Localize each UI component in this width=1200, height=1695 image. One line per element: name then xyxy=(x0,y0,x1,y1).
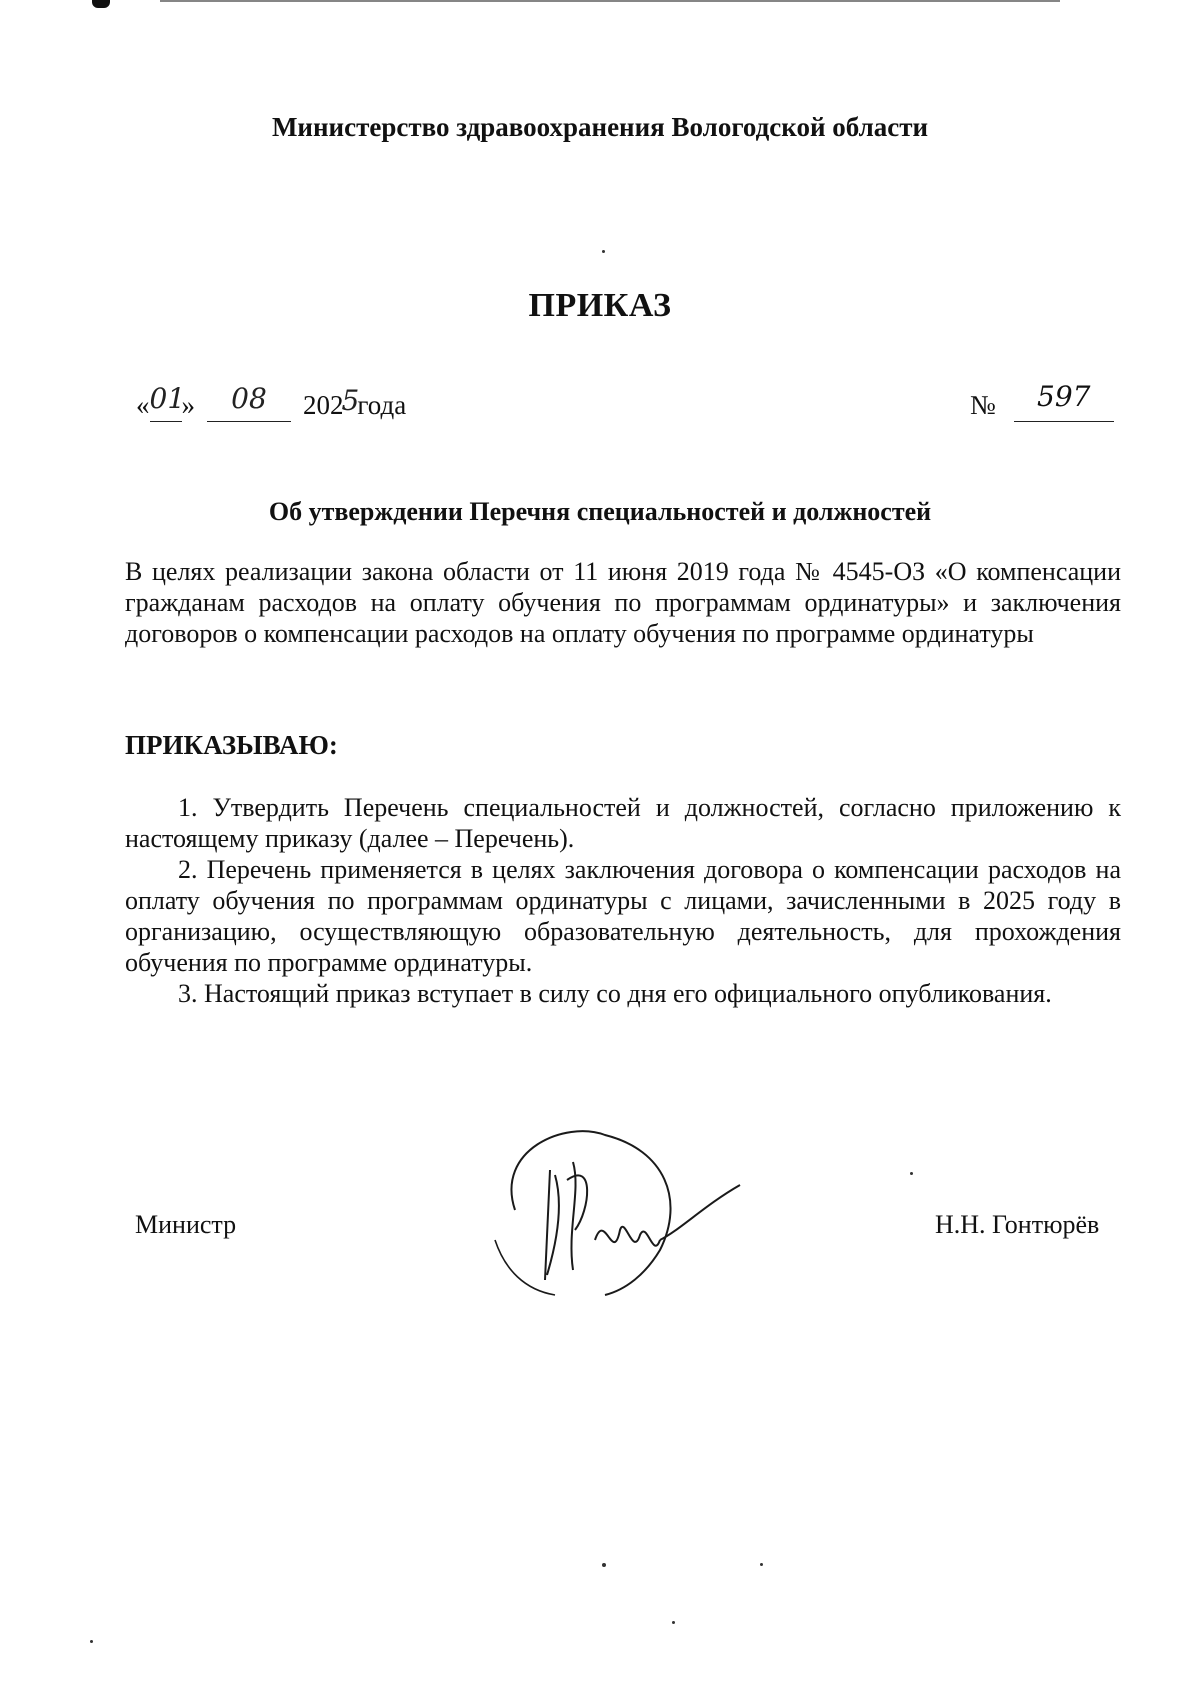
scan-corner-mark xyxy=(92,0,110,8)
number-handwritten: 597 xyxy=(1037,380,1091,413)
signatory-name: Н.Н. Гонтюрёв xyxy=(935,1210,1100,1239)
date-day-slot xyxy=(149,382,186,422)
order-item: 2. Перечень применяется в целях заключения договора о компенсации расходов на оплату обучения по программам ординатуры с лицами, зачисленными в 2025 году в организацию, осуществляющую образовательную деятельность, для прохождения обучения по программе ординатуры. xyxy=(125,855,1121,977)
date-year-suffix: года xyxy=(357,390,407,420)
scan-speck xyxy=(672,1621,675,1624)
date-close-quote: » xyxy=(181,390,195,420)
date-month-handwritten: 08 xyxy=(231,382,267,415)
scan-speck xyxy=(760,1563,763,1566)
scan-top-edge xyxy=(160,0,1060,2)
number-slot xyxy=(1014,380,1114,422)
preamble-paragraph: В целях реализации закона области от 11 июня 2019 года № 4545-ОЗ «О компенсации гражданам расходов на оплату обучения по программам ординатуры» и заключения договоров о компенсации расходов на оплату обучения по программе ординатуры xyxy=(125,557,1121,648)
signatory-title: Министр xyxy=(135,1210,237,1239)
order-item: 3. Настоящий приказ вступает в силу со дня его официального опубликования. xyxy=(178,979,1052,1008)
order-items xyxy=(125,792,1121,1009)
order-directive: ПРИКАЗЫВАЮ: xyxy=(125,730,338,760)
scan-speck xyxy=(90,1640,93,1643)
order-subject: Об утверждении Перечня специальностей и должностей xyxy=(268,497,932,526)
date-day-handwritten: 01 xyxy=(149,382,186,415)
number-label: № xyxy=(970,390,996,420)
ministry-heading: Министерство здравоохранения Вологодской области xyxy=(271,112,929,142)
date-year-handwritten: 5 xyxy=(341,384,360,417)
order-date xyxy=(136,382,407,422)
document-type-title: ПРИКАЗ xyxy=(528,287,672,324)
handwritten-signature xyxy=(455,1090,775,1340)
scan-speck xyxy=(602,250,605,253)
order-item: 1. Утвердить Перечень специальностей и должностей, согласно приложению к настоящему приказу (далее – Перечень). xyxy=(125,793,1121,853)
date-open-quote: « xyxy=(136,390,150,420)
order-number xyxy=(970,380,1114,422)
date-year-prefix: 202 xyxy=(303,390,344,420)
scan-speck xyxy=(910,1172,913,1175)
date-month-slot xyxy=(207,382,291,422)
scan-speck xyxy=(602,1563,606,1567)
